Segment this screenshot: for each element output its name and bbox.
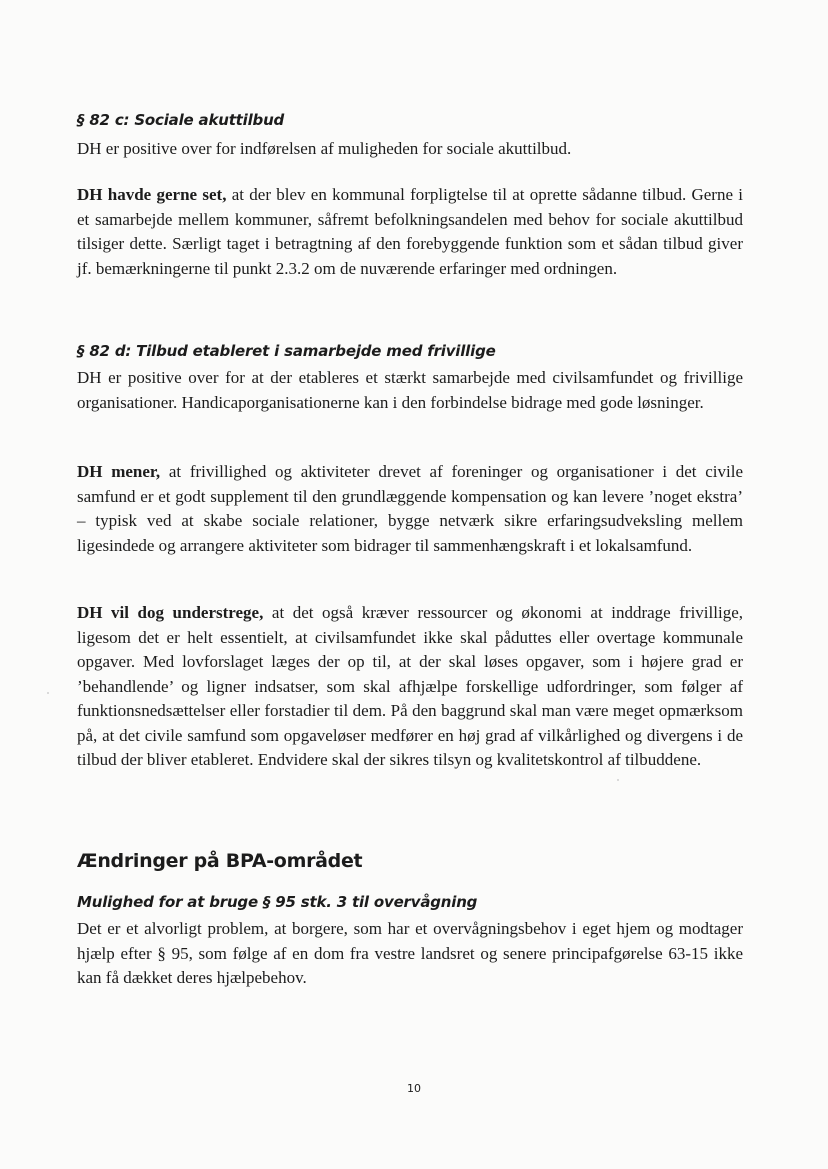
paragraph-text: DH er positive over for at der etableres et stærkt samarbejde med civilsamfundet og frivillige organisationer. Handicaporganisationerne kan i den forbindelse bidrage med gode løsninger. — [77, 368, 743, 412]
paragraph-lead: DH vil dog understrege, — [77, 603, 264, 622]
paragraph-bpa: Det er et alvorligt problem, at borgere, som har et overvågningsbehov i eget hjem og modtager hjælp efter § 95, som følge af en dom fra vestre landsret og senere principafgørelse 63-15 ikke kan få dækket deres hjælpebehov. — [77, 919, 743, 987]
section-heading-bpa: Ændringer på BPA-området — [77, 850, 363, 872]
paragraph-text: at frivillighed og aktiviteter drevet af foreninger og organisationer i det civile samfund er et godt supplement til den grundlæggende kompensation og kan levere ’noget ekstra’ – typisk ved at skabe sociale relationer, bygge netværk sikre erfaringsudveksling mellem ligesindede og arrangere aktiviteter som bidrager til sammenhængskraft i et lokalsamfund. — [77, 462, 743, 555]
paragraph-82d-vil-dog-understrege — [77, 601, 743, 773]
paragraph-text: at det også kræver ressourcer og økonomi at inddrage frivillige, ligesom det er helt essentielt, at civilsamfundet ikke skal påduttes eller overtage kommunale opgaver. Med lovforslaget læges der op til, at der skal løses opgaver, som i højere grad er ’behandlende’ og ligner indsatser, som skal afhjælpe forskellige udfordringer, som følger af funktionsnedsættelser eller forstadier til dem. På den baggrund skal man være meget opmærksom på, at det civile samfund som opgaveløser medfører en høj grad af vilkårlighed og divergens i de tilbud der bliver etableret. Endvidere skal der sikres tilsyn og kvalitetskontrol af tilbuddene. — [77, 603, 743, 769]
paragraph-text: DH er positive over for indførelsen af muligheden for sociale akuttilbud. — [77, 139, 572, 158]
paragraph-82d-intro — [77, 366, 743, 415]
page-number: 10 — [407, 1082, 421, 1095]
section-heading-82d: § 82 d: Tilbud etableret i samarbejde med frivillige — [77, 342, 496, 360]
paragraph-lead: DH mener, — [77, 462, 161, 481]
paragraph-82c-intro — [77, 137, 743, 162]
scan-speck — [47, 692, 49, 694]
scan-speck — [617, 779, 619, 781]
paragraph-text: at der blev en kommunal forpligtelse til at oprette sådanne tilbud. Gerne i et samarbejde mellem kommuner, såfremt befolkningsandelen med behov for sociale akuttilbud tilsiger dette. Særligt taget i betragtning af den forebyggende funktion som et sådan tilbud giver jf. bemærkningerne til punkt 2.3.2 om de nuværende erfaringer med ordningen. — [77, 185, 743, 278]
paragraph-82d-dh-mener — [77, 460, 743, 558]
paragraph-lead: DH havde gerne set, — [77, 185, 227, 204]
paragraph-82c-havde-gerne-set — [77, 183, 743, 281]
subheading-overvaagning: Mulighed for at bruge § 95 stk. 3 til overvågning — [77, 893, 478, 911]
section-heading-82c: § 82 c: Sociale akuttilbud — [77, 111, 285, 129]
